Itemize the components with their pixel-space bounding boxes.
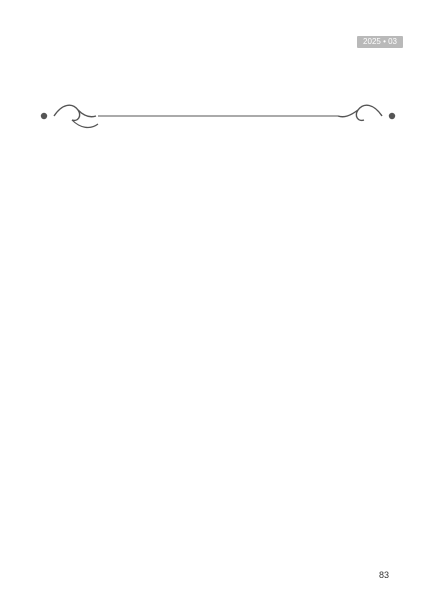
issue-badge: 2025 • 03 [357, 36, 403, 48]
article-body [24, 152, 404, 564]
swirl-divider-icon [28, 90, 408, 146]
page-number: 83 [378, 570, 389, 580]
